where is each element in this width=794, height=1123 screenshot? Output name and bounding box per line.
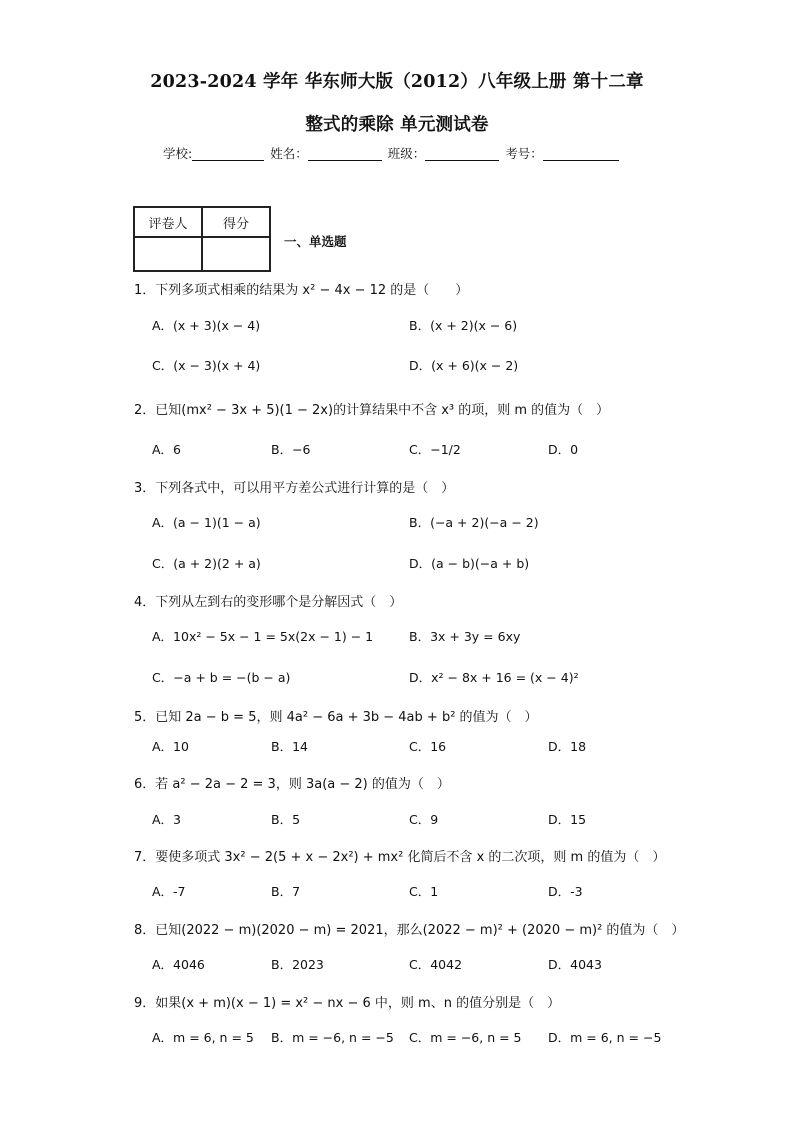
q4-option-d[interactable]: D．x² − 8x + 16 = (x − 4)² bbox=[409, 670, 579, 685]
q2-option-d[interactable]: D．0 bbox=[548, 442, 579, 457]
grader-header: 评卷人 bbox=[134, 207, 202, 237]
q2-option-b[interactable]: B．−6 bbox=[271, 442, 311, 457]
school-label: 学校: bbox=[163, 146, 193, 161]
question-1-stem: 1．下列多项式相乘的结果为 x² − 4x − 12 的是（ ） bbox=[134, 283, 469, 298]
score-table bbox=[133, 206, 271, 272]
class-blank[interactable] bbox=[425, 146, 499, 161]
q3-option-c[interactable]: C．(a + 2)(2 + a) bbox=[152, 556, 261, 571]
q6-option-a[interactable]: A．3 bbox=[152, 812, 182, 827]
question-4-stem: 4．下列从左到右的变形哪个是分解因式（ ） bbox=[134, 595, 403, 610]
name-label: 姓名： bbox=[270, 146, 308, 161]
q8-option-b[interactable]: B．2023 bbox=[271, 957, 324, 972]
question-9-stem: 9．如果(x + m)(x − 1) = x² − nx − 6 中，则 m、n 的值分别是（ ） bbox=[134, 996, 561, 1011]
q4-option-b[interactable]: B．3x + 3y = 6xy bbox=[409, 629, 521, 644]
q7-option-d[interactable]: D．-3 bbox=[548, 884, 583, 899]
section-title: 一、单选题 bbox=[284, 234, 347, 249]
q3-option-a[interactable]: A．(a − 1)(1 − a) bbox=[152, 515, 261, 530]
q3-option-b[interactable]: B．(−a + 2)(−a − 2) bbox=[409, 515, 539, 530]
question-3-stem: 3．下列各式中，可以用平方差公式进行计算的是（ ） bbox=[134, 481, 455, 496]
q1-option-d[interactable]: D．(x + 6)(x − 2) bbox=[409, 358, 519, 373]
grader-cell[interactable] bbox=[134, 237, 202, 271]
question-6-stem: 6．若 a² − 2a − 2 = 3，则 3a(a − 2) 的值为（ ） bbox=[134, 777, 450, 792]
q5-option-d[interactable]: D．18 bbox=[548, 739, 587, 754]
q5-option-c[interactable]: C．16 bbox=[409, 739, 447, 754]
q1-option-c[interactable]: C．(x − 3)(x + 4) bbox=[152, 358, 261, 373]
score-header: 得分 bbox=[202, 207, 270, 237]
q8-option-d[interactable]: D．4043 bbox=[548, 957, 602, 972]
q1-option-b[interactable]: B．(x + 2)(x − 6) bbox=[409, 318, 518, 333]
q1-option-a[interactable]: A．(x + 3)(x − 4) bbox=[152, 318, 261, 333]
student-info-line bbox=[163, 144, 619, 162]
question-8-stem: 8．已知(2022 − m)(2020 − m) = 2021，那么(2022 − m)² + (2020 − m)² 的值为（ ） bbox=[134, 923, 685, 938]
id-blank[interactable] bbox=[543, 146, 619, 161]
score-cell[interactable] bbox=[202, 237, 270, 271]
q2-option-a[interactable]: A．6 bbox=[152, 442, 182, 457]
question-5-stem: 5．已知 2a − b = 5，则 4a² − 6a + 3b − 4ab + b² 的值为（ ） bbox=[134, 710, 538, 725]
name-blank[interactable] bbox=[308, 146, 382, 161]
q2-option-c[interactable]: C．−1/2 bbox=[409, 442, 461, 457]
q6-option-d[interactable]: D．15 bbox=[548, 812, 587, 827]
school-blank[interactable] bbox=[192, 146, 264, 161]
q9-option-b[interactable]: B．m = −6, n = −5 bbox=[271, 1030, 394, 1045]
q4-option-a[interactable]: A．10x² − 5x − 1 = 5x(2x − 1) − 1 bbox=[152, 629, 374, 644]
q7-option-a[interactable]: A．-7 bbox=[152, 884, 186, 899]
id-label: 考号： bbox=[505, 146, 543, 161]
q5-option-a[interactable]: A．10 bbox=[152, 739, 189, 754]
q5-option-b[interactable]: B．14 bbox=[271, 739, 308, 754]
q4-option-c[interactable]: C．−a + b = −(b − a) bbox=[152, 670, 291, 685]
q8-option-a[interactable]: A．4046 bbox=[152, 957, 205, 972]
q9-option-c[interactable]: C．m = −6, n = 5 bbox=[409, 1030, 522, 1045]
q7-option-b[interactable]: B．7 bbox=[271, 884, 301, 899]
title-line-2: 整式的乘除 单元测试卷 bbox=[305, 115, 489, 135]
q6-option-b[interactable]: B．5 bbox=[271, 812, 301, 827]
q7-option-c[interactable]: C．1 bbox=[409, 884, 439, 899]
title-line-1: 2023-2024 学年 华东师大版（2012）八年级上册 第十二章 bbox=[150, 72, 644, 92]
question-7-stem: 7．要使多项式 3x² − 2(5 + x − 2x²) + mx² 化简后不含 x 的二次项，则 m 的值为（ ） bbox=[134, 850, 666, 865]
q6-option-c[interactable]: C．9 bbox=[409, 812, 439, 827]
q9-option-a[interactable]: A．m = 6, n = 5 bbox=[152, 1030, 254, 1045]
q8-option-c[interactable]: C．4042 bbox=[409, 957, 463, 972]
question-2-stem: 2．已知(mx² − 3x + 5)(1 − 2x)的计算结果中不含 x³ 的项，则 m 的值为（ ） bbox=[134, 403, 610, 418]
q9-option-d[interactable]: D．m = 6, n = −5 bbox=[548, 1030, 662, 1045]
class-label: 班级： bbox=[387, 146, 426, 161]
q3-option-d[interactable]: D．(a − b)(−a + b) bbox=[409, 556, 530, 571]
